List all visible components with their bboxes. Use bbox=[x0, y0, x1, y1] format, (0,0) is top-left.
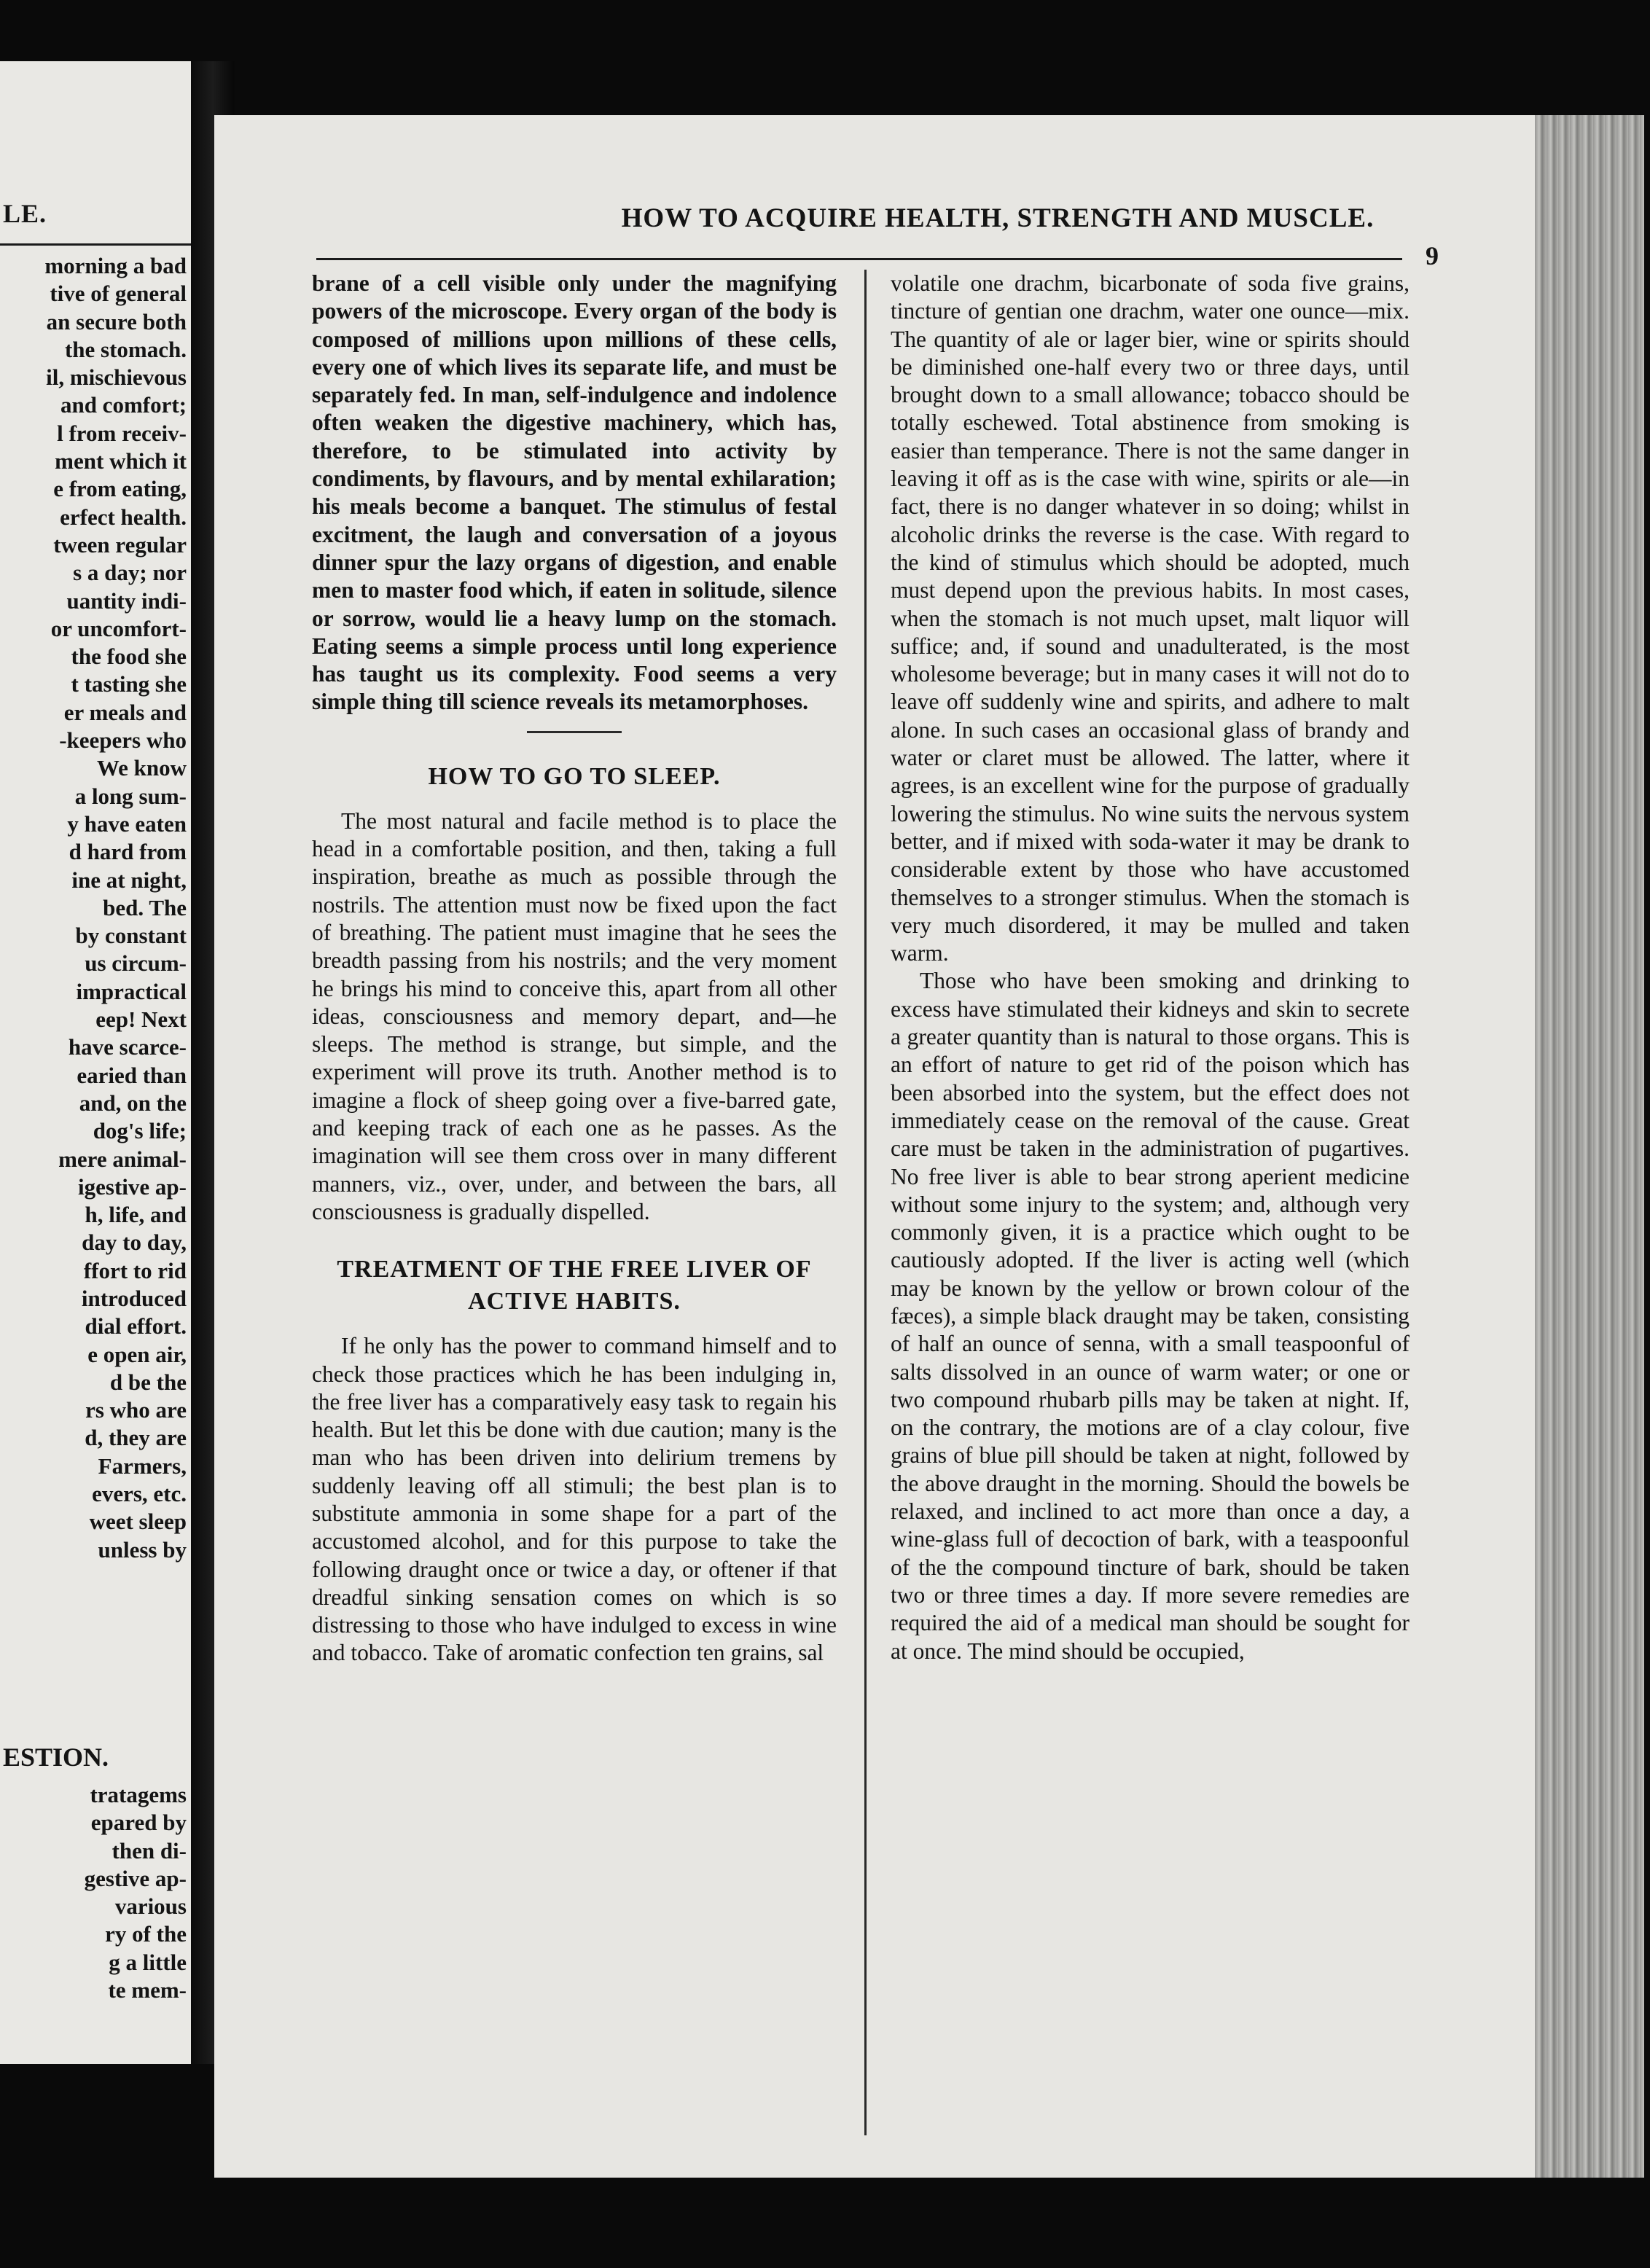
previous-page-line: l from receiv- bbox=[57, 420, 187, 446]
right-column bbox=[891, 270, 1409, 1665]
previous-page-line: il, mischievous bbox=[46, 364, 187, 391]
section-heading-sleep: HOW TO GO TO SLEEP. bbox=[428, 762, 721, 790]
previous-page-line: us circum- bbox=[85, 950, 187, 977]
book-page bbox=[214, 115, 1644, 2178]
left-column bbox=[312, 270, 837, 1667]
right-paragraph-1: volatile one drachm, bicarbonate of soda five grains, tincture of gentian one drachm, water one ounce—mix. The quantity of ale or lager bier, wine or spirits should be diminished one-half every two or three days, until brought down to a small allowance; tobacco should be totally eschewed. Total abstinence from smoking is easier than temperance. There is not the same danger in leaving it off as is the case with wine, spirits or ale—in fact, there is no danger whatever in so doing; whilst in alcoholic drinks the reverse is the case. With regard to the kind of stimulus which should be adopted, much must depend upon the previous habits. In most cases, when the stomach is not much upset, malt liquor will suffice; and, if sound and unadulterated, is the most wholesome beverage; but in many cases it will not do to leave off suddenly wine and spirits, and adhere to malt alone. In such cases an occasional glass of brandy and water or claret must be allowed. The latter, where it agrees, is an excellent wine for the purpose of gradually lowering the stimulus. No wine suits the nervous system better, and if mixed with soda-water it may be drank to considerable extent by those who have accustomed themselves to a stronger stimulus. When the stomach is very much disordered, it may be mulled and taken warm. bbox=[891, 270, 1409, 966]
section-heading-free-liver: TREATMENT OF THE FREE LIVER OF ACTIVE HABITS. bbox=[337, 1256, 812, 1315]
previous-page-line: gestive ap- bbox=[84, 1865, 187, 1891]
previous-page-line: and comfort; bbox=[60, 392, 187, 418]
previous-page-line: a long sum- bbox=[74, 783, 187, 809]
previous-page-line: ine at night, bbox=[71, 867, 187, 893]
header-rule bbox=[316, 258, 1402, 260]
previous-page-line: bed. The bbox=[103, 894, 187, 920]
page-number: 9 bbox=[1426, 241, 1439, 270]
previous-page-line: tween regular bbox=[53, 531, 187, 558]
previous-page-line: h, life, and bbox=[85, 1202, 187, 1228]
previous-page-line: y have eaten bbox=[67, 810, 187, 837]
section-divider bbox=[527, 731, 622, 733]
previous-page-rule bbox=[0, 243, 191, 246]
previous-page-line: epared by bbox=[90, 1810, 187, 1836]
previous-page-header: LE. bbox=[3, 199, 47, 228]
previous-page-line: e open air, bbox=[87, 1341, 187, 1367]
previous-page-line: d, they are bbox=[85, 1425, 187, 1451]
page-edge-shadow bbox=[1535, 115, 1644, 2178]
previous-page-line: tratagems bbox=[90, 1782, 187, 1807]
previous-page-line: e from eating, bbox=[53, 476, 187, 502]
previous-page-line: dog's life; bbox=[93, 1118, 187, 1144]
previous-page-line: igestive ap- bbox=[78, 1173, 187, 1200]
previous-page-heading: ESTION. bbox=[3, 1743, 109, 1772]
previous-page-line: ry of the bbox=[105, 1921, 187, 1947]
previous-page-line: dial effort. bbox=[85, 1313, 187, 1340]
previous-page-line: We know bbox=[96, 755, 187, 781]
previous-page-line: various bbox=[114, 1893, 187, 1920]
previous-page-line: mere animal- bbox=[58, 1146, 187, 1172]
previous-page-line: day to day, bbox=[82, 1229, 187, 1256]
running-head: HOW TO ACQUIRE HEALTH, STRENGTH AND MUSCLE. bbox=[621, 203, 1375, 233]
sleep-paragraph: The most natural and facile method is to place the head in a comfortable position, and then, taking a full inspiration, breathe as much as possible through the nostrils. The attention must now be fixed upon the fact of breathing. The patient must imagine that he sees the breadth passing from his nostrils; and the very moment he brings his mind to conceive this, apart from all other ideas, consciousness and memory depart, and—he sleeps. The method is strange, but simple, and the experiment will prove its truth. Another method is to imagine a flock of sheep going over a five-barred gate, and keeping track of each one as he passes. As the imagination will see them cross over in many different manners, viz., over, under, and between the bars, all consciousness is gradually dispelled. bbox=[312, 808, 837, 1224]
previous-page-line: then di- bbox=[112, 1837, 187, 1864]
previous-page-line: the food she bbox=[71, 644, 187, 670]
opening-paragraph: brane of a cell visible only under the magnifying powers of the microscope. Every organ of the body is composed of millions upon millions of these cells, every one of which lives its separate life, and must be separately fed. In man, self-indulgence and indolence often weaken the digestive machinery, which has, therefore, to be stimulated into activity by condiments, by flavours, and by mental exhilaration; his meals become a banquet. The stimulus of festal excitment, the laugh and conversation of a joyous dinner spur the lazy organs of digestion, and enable men to master food which, if eaten in solitude, silence or sorrow, would lie a heavy lump on the stomach. Eating seems a simple process until long experience has taught us its complexity. Food seems a very simple thing till science reveals its metamorphoses. bbox=[312, 270, 837, 715]
previous-page-line: and, on the bbox=[79, 1090, 187, 1116]
previous-page-line: erfect health. bbox=[60, 504, 187, 530]
previous-page-text bbox=[0, 252, 187, 1564]
previous-page-line: d be the bbox=[109, 1369, 187, 1395]
previous-page-line: have scarce- bbox=[68, 1034, 187, 1060]
previous-page-line: impractical bbox=[76, 978, 187, 1004]
previous-page-line: g a little bbox=[109, 1949, 187, 1975]
right-paragraph-2: Those who have been smoking and drinking to excess have stimulated their kidneys and skin to secrete a greater quantity than is natural to those organs. This is an effort of nature to get rid of the poison which has been absorbed into the system, but the effect does not immediately cease on the removal of the cause. Great care must be taken in the administration of pugartives. No free liver is able to bear strong aperient medicine without some injury to the system; and, although very commonly given, it is a practice which ought to be cautiously adopted. If the liver is acting well (which may be known by the yellow or brown colour of the fæces), a simple black draught may be taken, consisting of half an ounce of senna, with a small teaspoonful of salts dissolved in an ounce of warm water; or one or two compound rhubarb pills may be taken at night. If, on the contrary, the motions are of a clay colour, five grains of blue pill should be taken at night, followed by the above draught in the morning. Should the bowels be relaxed, and inclined to act more than once a day, a wine-glass full of decoction of bark, with a teaspoonful of the the compound tincture of bark, should be taken two or three times a day. If more severe remedies are required the aid of a medical man should be sought for at once. The mind should be occupied, bbox=[891, 968, 1409, 1664]
previous-page-line: eep! Next bbox=[95, 1006, 187, 1033]
previous-page-line: t tasting she bbox=[71, 671, 187, 697]
previous-page-line: -keepers who bbox=[59, 727, 187, 754]
previous-page-line: the stomach. bbox=[64, 336, 187, 362]
free-liver-paragraph: If he only has the power to command himself and to check those practices which he has been indulging in, the free liver has a comparatively easy task to regain his health. But let this be done with due caution; many is the man who has been driven into delirium tremens by suddenly leaving off all stimuli; the best plan is to substitute ammonia in some shape for a part of the accustomed alcohol, and for this purpose to take the following draught once or twice a day, or oftener if that dreadful sinking sensation comes on which is so distressing to those who have indulged to excess in wine and tobacco. Take of aromatic confection ten grains, sal bbox=[312, 1333, 837, 1666]
previous-page-line: evers, etc. bbox=[92, 1481, 187, 1507]
previous-page-line: introduced bbox=[81, 1285, 187, 1311]
previous-page-line: or uncomfort- bbox=[50, 615, 187, 641]
previous-page-line: ment which it bbox=[55, 448, 187, 474]
previous-page-line: te mem- bbox=[108, 1977, 187, 2003]
previous-page-fragment bbox=[0, 61, 191, 2064]
previous-page-line: s a day; nor bbox=[73, 560, 187, 586]
previous-page-line: d hard from bbox=[69, 839, 187, 865]
previous-page-line: ffort to rid bbox=[83, 1257, 187, 1283]
previous-page-text-continued bbox=[0, 1781, 187, 2004]
previous-page-line: weet sleep bbox=[89, 1509, 187, 1535]
previous-page-line: tive of general bbox=[50, 281, 187, 307]
previous-page-line: morning a bad bbox=[44, 253, 187, 278]
previous-page-line: Farmers, bbox=[98, 1452, 187, 1479]
previous-page-line: uantity indi- bbox=[66, 587, 187, 614]
previous-page-line: rs who are bbox=[85, 1397, 187, 1423]
column-rule bbox=[864, 270, 867, 2135]
previous-page-line: unless by bbox=[98, 1536, 187, 1563]
previous-page-line: by constant bbox=[75, 923, 187, 949]
previous-page-line: er meals and bbox=[63, 699, 187, 725]
previous-page-line: earied than bbox=[77, 1062, 187, 1088]
previous-page-line: an secure both bbox=[46, 308, 187, 335]
